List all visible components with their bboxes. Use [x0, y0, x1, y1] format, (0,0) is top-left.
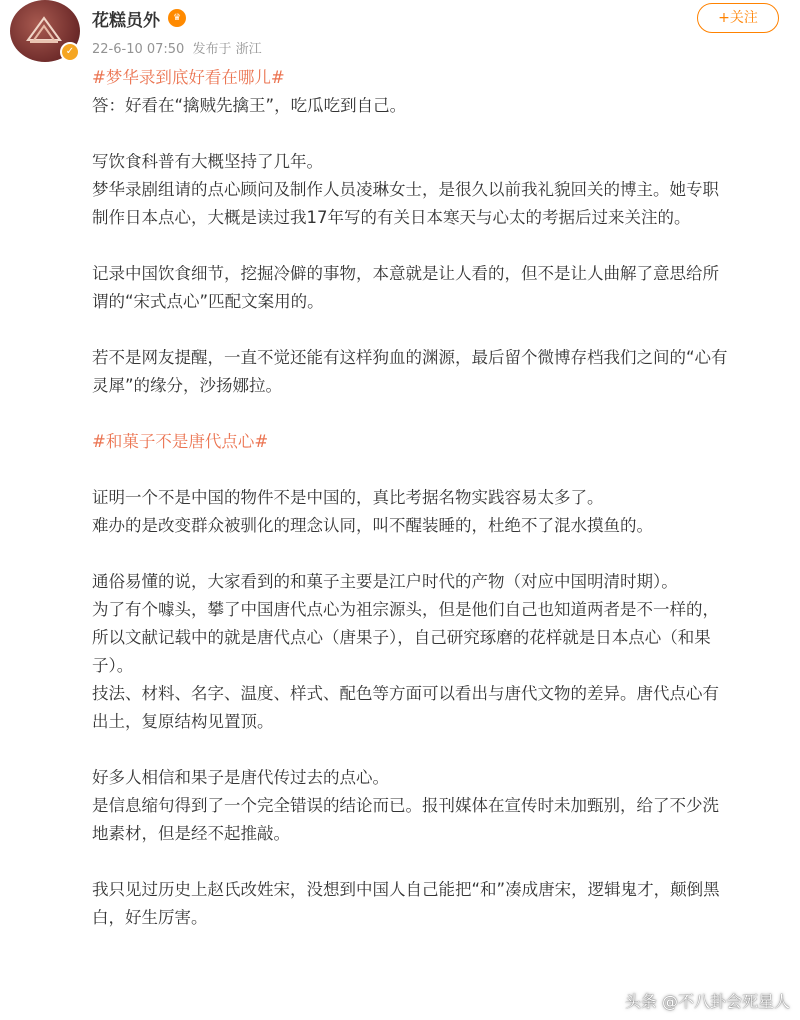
topic-link-2[interactable]: #和菓子不是唐代点心#	[92, 432, 269, 451]
watermark: 头条 @不八卦会死星人	[624, 992, 790, 1011]
text-line: 好多人相信和果子是唐代传过去的点心。	[92, 768, 389, 787]
text-line	[92, 232, 792, 260]
text-line: 灵犀”的缘分，沙扬娜拉。	[92, 376, 283, 395]
text-line: 若不是网友提醒，一直不觉还能有这样狗血的渊源，最后留个微博存档我们之间的“心有	[92, 348, 728, 367]
verified-badge-icon: ✓	[60, 42, 80, 62]
post-header	[0, 0, 800, 64]
text-line: 地素材，但是经不起推敲。	[92, 824, 290, 843]
post-location: 发布于 浙江	[192, 42, 262, 57]
text-line	[92, 120, 792, 148]
text-line: 梦华录剧组请的点心顾问及制作人员凌琳女士，是很久以前我礼貌回关的博主。她专职	[92, 180, 719, 199]
text-line: 证明一个不是中国的物件不是中国的，真比考据名物实践容易太多了。	[92, 488, 604, 507]
text-line	[92, 540, 792, 568]
text-line: 谓的“宋式点心”匹配文案用的。	[92, 292, 324, 311]
avatar-image-icon	[24, 12, 64, 46]
text-line: 白，好生厉害。	[92, 908, 208, 927]
text-line: 所以文献记载中的就是唐代点心（唐果子），自己研究琢磨的花样就是日本点心（和果	[92, 628, 711, 647]
text-line: 子）。	[92, 656, 134, 675]
paragraph-block-2	[92, 484, 792, 932]
text-line: 我只见过历史上赵氏改姓宋，没想到中国人自己能把“和”凑成唐宋，逻辑鬼才，颠倒黑	[92, 880, 720, 899]
text-line: 是信息缩句得到了一个完全错误的结论而已。报刊媒体在宣传时未加甄别，给了不少洗	[92, 796, 719, 815]
post-meta	[92, 38, 266, 57]
member-crown-icon: ♛	[168, 9, 186, 27]
author-name[interactable]: 花糕员外	[92, 11, 160, 31]
text-line: 制作日本点心，大概是读过我17年写的有关日本寒天与心太的考据后过来关注的。	[92, 208, 691, 227]
text-line	[92, 736, 792, 764]
post-date: 22-6-10 07:50	[92, 42, 185, 57]
follow-button[interactable]: +关注	[697, 3, 779, 33]
text-line: 技法、材料、名字、温度、样式、配色等方面可以看出与唐代文物的差异。唐代点心有	[92, 684, 719, 703]
text-line: 写饮食科普有大概坚持了几年。	[92, 152, 323, 171]
text-line: 难办的是改变群众被驯化的理念认同，叫不醒装睡的，杜绝不了混水摸鱼的。	[92, 516, 653, 535]
text-line: 出土，复原结构见置顶。	[92, 712, 274, 731]
text-line: 通俗易懂的说，大家看到的和菓子主要是江户时代的产物（对应中国明清时期）。	[92, 572, 678, 591]
text-line: 答：好看在“擒贼先擒王”，吃瓜吃到自己。	[92, 96, 407, 115]
topic-link-1[interactable]: #梦华录到底好看在哪儿#	[92, 68, 285, 87]
text-line	[92, 316, 792, 344]
text-line: 为了有个噱头，攀了中国唐代点心为祖宗源头，但是他们自己也知道两者是不一样的，	[92, 600, 719, 619]
post-content	[92, 64, 792, 932]
text-line: 记录中国饮食细节，挖掘冷僻的事物，本意就是让人看的，但不是让人曲解了意思给所	[92, 264, 719, 283]
paragraph-block-1	[92, 92, 792, 400]
text-line	[92, 848, 792, 876]
